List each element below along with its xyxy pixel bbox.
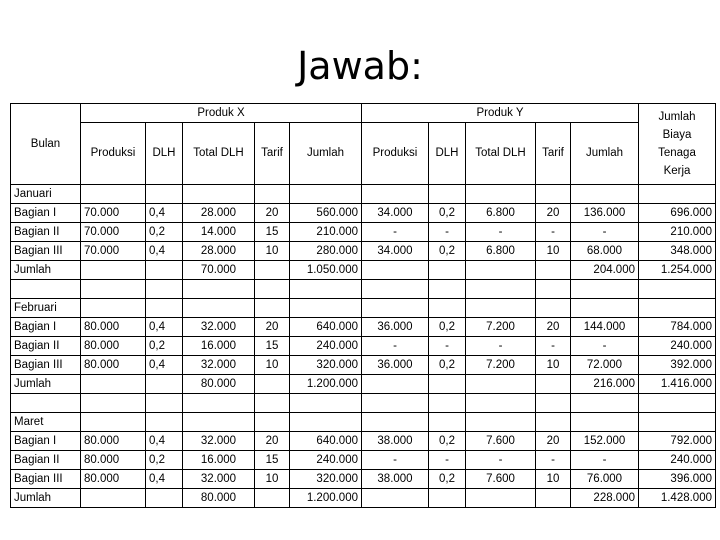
empty-cell: [183, 299, 255, 318]
empty-cell: [146, 185, 183, 204]
empty-cell: [255, 413, 290, 432]
cell-y-jml: 76.000: [571, 470, 639, 489]
cell-y-dlh: 0,2: [429, 242, 466, 261]
spacer-cell: [81, 394, 146, 413]
cell-y-dlh: 0,2: [429, 432, 466, 451]
cell-x-dlh: 0,4: [146, 242, 183, 261]
empty-cell: [183, 185, 255, 204]
cell-bagian: Bagian III: [11, 356, 81, 375]
header-x-total-dlh: Total DLH: [183, 123, 255, 185]
empty-cell: [362, 299, 429, 318]
cell-x-tarif: 20: [255, 318, 290, 337]
empty-cell: [466, 489, 536, 508]
total-label: Jumlah: [11, 261, 81, 280]
cell-x-total: 14.000: [183, 223, 255, 242]
cell-y-jml: -: [571, 337, 639, 356]
cell-x-total: 28.000: [183, 204, 255, 223]
cell-x-dlh: 0,4: [146, 318, 183, 337]
header-jumlah-biaya-line-1: Jumlah: [658, 111, 696, 123]
header-x-dlh: DLH: [146, 123, 183, 185]
cell-y-tarif: 10: [536, 356, 571, 375]
cell-y-dlh: -: [429, 451, 466, 470]
cell-biaya: 240.000: [639, 337, 716, 356]
cell-y-jml: 72.000: [571, 356, 639, 375]
cell-x-jml: 240.000: [290, 337, 362, 356]
empty-cell: [466, 299, 536, 318]
empty-cell: [81, 413, 146, 432]
cell-x-dlh: 0,4: [146, 432, 183, 451]
cell-x-prod: 70.000: [81, 223, 146, 242]
cell-y-dlh: -: [429, 337, 466, 356]
cell-y-dlh: 0,2: [429, 318, 466, 337]
spacer-cell: [536, 280, 571, 299]
cell-biaya: 696.000: [639, 204, 716, 223]
cell-y-tarif: -: [536, 223, 571, 242]
total-label: Jumlah: [11, 375, 81, 394]
empty-cell: [571, 299, 639, 318]
table-row: [11, 242, 716, 261]
empty-cell: [466, 375, 536, 394]
cell-biaya: 392.000: [639, 356, 716, 375]
cell-y-prod: 34.000: [362, 242, 429, 261]
empty-cell: [536, 299, 571, 318]
total-row: [11, 261, 716, 280]
cell-y-total: -: [466, 337, 536, 356]
empty-cell: [536, 261, 571, 280]
spacer-cell: [146, 394, 183, 413]
header-jumlah-biaya: [639, 104, 716, 185]
cell-x-jml: 640.000: [290, 318, 362, 337]
cell-x-total: 28.000: [183, 242, 255, 261]
spacer-cell: [362, 394, 429, 413]
cell-x-prod: 80.000: [81, 470, 146, 489]
empty-cell: [429, 185, 466, 204]
cell-y-tarif: -: [536, 451, 571, 470]
spacer-cell: [571, 280, 639, 299]
cell-y-jml: 144.000: [571, 318, 639, 337]
header-jumlah-biaya-line-4: Kerja: [663, 165, 691, 177]
cell-biaya: 396.000: [639, 470, 716, 489]
empty-cell: [146, 413, 183, 432]
cell-y-tarif: 20: [536, 204, 571, 223]
header-jumlah-biaya-line-2: Biaya: [662, 129, 692, 141]
cell-biaya: 792.000: [639, 432, 716, 451]
total-row: [11, 489, 716, 508]
empty-cell: [146, 261, 183, 280]
empty-cell: [81, 489, 146, 508]
cell-y-tarif: 10: [536, 242, 571, 261]
cell-y-tarif: 20: [536, 318, 571, 337]
spacer-cell: [429, 280, 466, 299]
empty-cell: [536, 375, 571, 394]
empty-cell: [639, 413, 716, 432]
spacer-cell: [11, 394, 81, 413]
spacer-cell: [362, 280, 429, 299]
table-row: [11, 204, 716, 223]
spacer-cell: [290, 394, 362, 413]
empty-cell: [255, 261, 290, 280]
cell-x-prod: 70.000: [81, 242, 146, 261]
spacer-cell: [255, 280, 290, 299]
total-biaya: 1.254.000: [639, 261, 716, 280]
month-row: [11, 413, 716, 432]
labor-cost-table: [10, 103, 716, 508]
table-row: [11, 470, 716, 489]
total-row: [11, 375, 716, 394]
cell-y-dlh: -: [429, 223, 466, 242]
total-label: Jumlah: [11, 489, 81, 508]
month-label: Januari: [11, 185, 81, 204]
cell-y-total: -: [466, 451, 536, 470]
spacer-cell: [81, 280, 146, 299]
empty-cell: [362, 375, 429, 394]
empty-cell: [290, 185, 362, 204]
empty-cell: [571, 413, 639, 432]
total-x-jumlah: 1.200.000: [290, 489, 362, 508]
cell-y-jml: 152.000: [571, 432, 639, 451]
empty-cell: [362, 261, 429, 280]
cell-bagian: Bagian III: [11, 470, 81, 489]
cell-biaya: 348.000: [639, 242, 716, 261]
cell-x-prod: 80.000: [81, 432, 146, 451]
total-y-jumlah: 228.000: [571, 489, 639, 508]
header-x-jumlah: Jumlah: [290, 123, 362, 185]
cell-bagian: Bagian II: [11, 223, 81, 242]
table-row: [11, 451, 716, 470]
empty-cell: [466, 261, 536, 280]
empty-cell: [536, 413, 571, 432]
cell-y-total: 6.800: [466, 204, 536, 223]
header-row-1: [11, 104, 716, 123]
cell-x-tarif: 10: [255, 356, 290, 375]
month-row: [11, 299, 716, 318]
cell-y-prod: 36.000: [362, 356, 429, 375]
spacer-cell: [466, 394, 536, 413]
cell-y-prod: 34.000: [362, 204, 429, 223]
empty-cell: [81, 299, 146, 318]
cell-x-dlh: 0,4: [146, 356, 183, 375]
month-row: [11, 185, 716, 204]
cell-biaya: 784.000: [639, 318, 716, 337]
cell-x-prod: 70.000: [81, 204, 146, 223]
empty-cell: [571, 185, 639, 204]
empty-cell: [255, 375, 290, 394]
cell-y-dlh: 0,2: [429, 470, 466, 489]
spacer-cell: [639, 280, 716, 299]
cell-x-dlh: 0,2: [146, 223, 183, 242]
cell-x-dlh: 0,4: [146, 470, 183, 489]
empty-cell: [290, 299, 362, 318]
cell-x-dlh: 0,4: [146, 204, 183, 223]
header-y-total-dlh: Total DLH: [466, 123, 536, 185]
cell-y-jml: 136.000: [571, 204, 639, 223]
spacer-cell: [536, 394, 571, 413]
cell-x-total: 32.000: [183, 356, 255, 375]
header-y-tarif: Tarif: [536, 123, 571, 185]
cell-x-jml: 320.000: [290, 356, 362, 375]
empty-cell: [639, 185, 716, 204]
header-produk-x: Produk X: [81, 104, 362, 123]
cell-bagian: Bagian I: [11, 204, 81, 223]
cell-y-dlh: 0,2: [429, 356, 466, 375]
cell-x-total: 16.000: [183, 337, 255, 356]
table-row: [11, 432, 716, 451]
spacer-cell: [146, 280, 183, 299]
spacer-cell: [571, 394, 639, 413]
cell-y-dlh: 0,2: [429, 204, 466, 223]
spacer-cell: [183, 280, 255, 299]
table-row: [11, 337, 716, 356]
cell-x-jml: 640.000: [290, 432, 362, 451]
cell-x-total: 32.000: [183, 432, 255, 451]
cell-bagian: Bagian II: [11, 337, 81, 356]
cell-x-tarif: 20: [255, 204, 290, 223]
cell-x-jml: 210.000: [290, 223, 362, 242]
total-x-total-dlh: 80.000: [183, 489, 255, 508]
cell-x-total: 32.000: [183, 470, 255, 489]
total-biaya: 1.416.000: [639, 375, 716, 394]
cell-y-prod: 38.000: [362, 432, 429, 451]
spacer-row: [11, 394, 716, 413]
cell-x-tarif: 20: [255, 432, 290, 451]
cell-y-jml: 68.000: [571, 242, 639, 261]
total-x-total-dlh: 70.000: [183, 261, 255, 280]
spacer-cell: [290, 280, 362, 299]
total-y-jumlah: 204.000: [571, 261, 639, 280]
cell-y-prod: -: [362, 223, 429, 242]
empty-cell: [146, 299, 183, 318]
spacer-cell: [639, 394, 716, 413]
cell-y-jml: -: [571, 223, 639, 242]
spacer-cell: [429, 394, 466, 413]
cell-bagian: Bagian I: [11, 432, 81, 451]
header-row-2: [11, 123, 716, 185]
empty-cell: [429, 375, 466, 394]
empty-cell: [536, 489, 571, 508]
empty-cell: [429, 261, 466, 280]
empty-cell: [429, 299, 466, 318]
cell-y-total: 7.600: [466, 470, 536, 489]
header-y-produksi: Produksi: [362, 123, 429, 185]
total-x-jumlah: 1.050.000: [290, 261, 362, 280]
cell-x-total: 16.000: [183, 451, 255, 470]
cell-y-jml: -: [571, 451, 639, 470]
cell-x-tarif: 15: [255, 223, 290, 242]
spacer-cell: [183, 394, 255, 413]
table-row: [11, 223, 716, 242]
empty-cell: [362, 489, 429, 508]
empty-cell: [536, 185, 571, 204]
spacer-cell: [11, 280, 81, 299]
empty-cell: [255, 299, 290, 318]
total-biaya: 1.428.000: [639, 489, 716, 508]
empty-cell: [362, 185, 429, 204]
month-label: Maret: [11, 413, 81, 432]
empty-cell: [183, 413, 255, 432]
header-x-tarif: Tarif: [255, 123, 290, 185]
empty-cell: [146, 489, 183, 508]
table-row: [11, 356, 716, 375]
cell-y-prod: -: [362, 451, 429, 470]
cell-y-total: 6.800: [466, 242, 536, 261]
empty-cell: [466, 185, 536, 204]
empty-cell: [255, 185, 290, 204]
cell-y-total: 7.600: [466, 432, 536, 451]
total-y-jumlah: 216.000: [571, 375, 639, 394]
cell-y-total: 7.200: [466, 356, 536, 375]
empty-cell: [81, 185, 146, 204]
cell-x-total: 32.000: [183, 318, 255, 337]
cell-x-jml: 280.000: [290, 242, 362, 261]
spacer-row: [11, 280, 716, 299]
cell-y-tarif: -: [536, 337, 571, 356]
header-jumlah-biaya-line-3: Tenaga: [658, 147, 696, 159]
cell-bagian: Bagian I: [11, 318, 81, 337]
cell-x-tarif: 15: [255, 337, 290, 356]
cell-x-prod: 80.000: [81, 356, 146, 375]
empty-cell: [362, 413, 429, 432]
empty-cell: [290, 413, 362, 432]
cell-y-prod: 36.000: [362, 318, 429, 337]
header-bulan: Bulan: [11, 104, 81, 185]
month-label: Februari: [11, 299, 81, 318]
page-title: Jawab:: [297, 44, 423, 88]
cell-bagian: Bagian III: [11, 242, 81, 261]
cell-x-jml: 240.000: [290, 451, 362, 470]
empty-cell: [466, 413, 536, 432]
cell-y-tarif: 20: [536, 432, 571, 451]
total-x-total-dlh: 80.000: [183, 375, 255, 394]
spacer-cell: [466, 280, 536, 299]
cell-x-jml: 320.000: [290, 470, 362, 489]
cell-x-prod: 80.000: [81, 337, 146, 356]
cell-y-prod: -: [362, 337, 429, 356]
cell-bagian: Bagian II: [11, 451, 81, 470]
cell-y-tarif: 10: [536, 470, 571, 489]
empty-cell: [429, 413, 466, 432]
cell-x-jml: 560.000: [290, 204, 362, 223]
total-x-jumlah: 1.200.000: [290, 375, 362, 394]
header-y-dlh: DLH: [429, 123, 466, 185]
empty-cell: [429, 489, 466, 508]
cell-biaya: 240.000: [639, 451, 716, 470]
empty-cell: [146, 375, 183, 394]
header-produk-y: Produk Y: [362, 104, 639, 123]
empty-cell: [255, 489, 290, 508]
cell-x-dlh: 0,2: [146, 451, 183, 470]
cell-x-tarif: 10: [255, 470, 290, 489]
cell-x-dlh: 0,2: [146, 337, 183, 356]
cell-x-tarif: 10: [255, 242, 290, 261]
table-row: [11, 318, 716, 337]
empty-cell: [639, 299, 716, 318]
header-y-jumlah: Jumlah: [571, 123, 639, 185]
cell-biaya: 210.000: [639, 223, 716, 242]
empty-cell: [81, 375, 146, 394]
header-x-produksi: Produksi: [81, 123, 146, 185]
cell-y-prod: 38.000: [362, 470, 429, 489]
empty-cell: [81, 261, 146, 280]
spacer-cell: [255, 394, 290, 413]
cell-x-tarif: 15: [255, 451, 290, 470]
cell-y-total: -: [466, 223, 536, 242]
cell-x-prod: 80.000: [81, 451, 146, 470]
cell-x-prod: 80.000: [81, 318, 146, 337]
cell-y-total: 7.200: [466, 318, 536, 337]
